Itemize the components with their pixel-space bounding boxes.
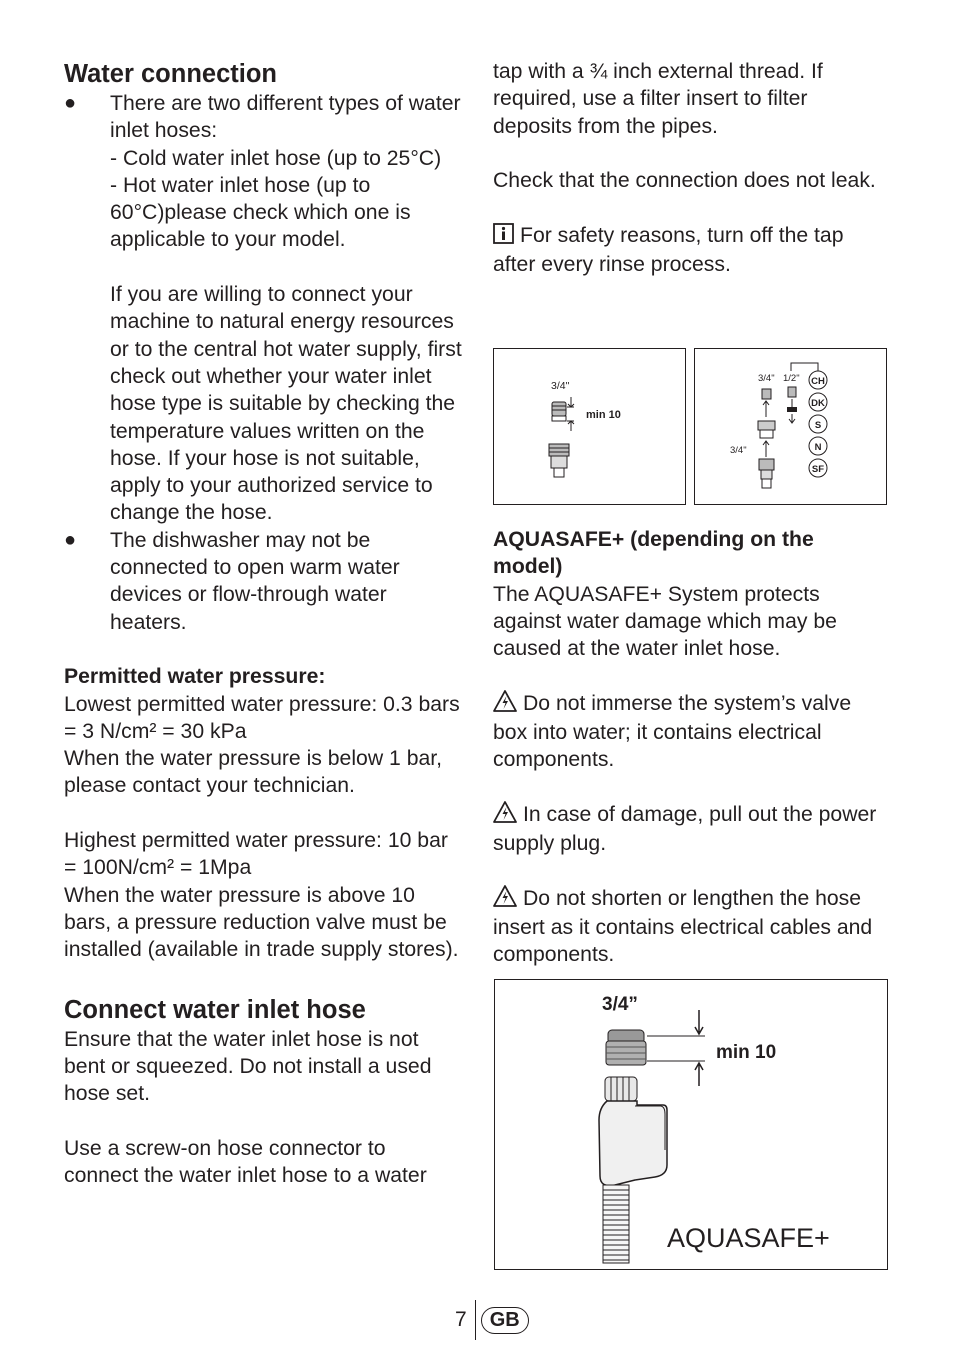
country-code-ch: CH [811, 376, 825, 387]
warning-damage [493, 801, 888, 858]
screw-connector-text: Use a screw-on hose connector to connect the water inlet hose to a water [64, 1136, 427, 1187]
hose-connection-figure-1 [493, 348, 686, 505]
energy-resources-text: If you are willing to connect your machine to natural energy resources or to the central hot water supply, first check out whether your water inlet hose type is suitable by checking the temperature values written on the hose. If your hose is not suitable, apply to your authorized service to change the hose. [110, 283, 462, 525]
highest-pressure-text: Highest permitted water pressure: 10 bar = 100N/cm² = 1Mpa [64, 829, 448, 880]
aquasafe-hose-drawing [603, 1185, 629, 1263]
warning-immerse-text: Do not immerse the system’s valve box into water; it contains electrical components. [493, 691, 852, 772]
aquasafe-thread-label: 3/4” [602, 994, 638, 1015]
page-footer [455, 1300, 529, 1340]
country-code-sf: SF [811, 464, 825, 475]
highest-pressure-note: When the water pressure is above 10 bars, a pressure reduction valve must be installed (available in trade supply stores). [64, 883, 459, 962]
cold-hose-text: - Cold water inlet hose (up to 25°C) [110, 146, 442, 170]
tap-thread-drawing [606, 1030, 646, 1065]
lowest-pressure-note: When the water pressure is below 1 bar, please contact your technician. [64, 747, 443, 798]
fig1-min-label: min 10 [586, 409, 621, 421]
fig2-thread-c: 3/4" [730, 445, 747, 456]
thread-text: tap with a ¾ inch external thread. If required, use a filter insert to filter deposits from the pipes. [493, 60, 823, 138]
tap-connector-drawing [552, 402, 566, 421]
fig2-thread-b: 1/2" [783, 373, 800, 384]
connect-hose-text: Ensure that the water inlet hose is not bent or squeezed. Do not install a used hose set. [64, 1027, 432, 1106]
warning-immerse [493, 690, 888, 774]
info-icon [493, 223, 514, 251]
footer-divider [475, 1300, 476, 1340]
aquasafe-figure [494, 979, 888, 1270]
warning-hose-insert [493, 885, 888, 969]
warning-hose-insert-text: Do not shorten or lengthen the hose insert as it contains electrical cables and components. [493, 886, 873, 967]
country-code-s: S [814, 420, 822, 431]
adapter-parts-drawing [758, 387, 797, 488]
fig1-thread-label: 3/4" [551, 380, 570, 392]
left-column [64, 58, 464, 1189]
country-codes [809, 371, 827, 477]
aquasafe-min-label: min 10 [716, 1042, 777, 1063]
leak-check-text: Check that the connection does not leak. [493, 169, 876, 193]
aquasafe-label: AQUASAFE+ [667, 1223, 830, 1253]
warning-icon [493, 690, 517, 719]
water-connection-heading: Water connection [64, 60, 277, 88]
right-column-middle [493, 526, 888, 969]
right-column-top [493, 58, 888, 278]
page-number: 7 [455, 1308, 467, 1331]
hose-types-bullet [64, 90, 464, 527]
country-code-n: N [814, 442, 822, 453]
pressure-heading: Permitted water pressure: [64, 665, 326, 689]
warning-damage-text: In case of damage, pull out the power supply plug. [493, 802, 877, 856]
info-note-text: For safety reasons, turn off the tap after every rinse process. [493, 223, 844, 277]
bullet-dot: ● [64, 528, 77, 551]
connect-hose-heading: Connect water inlet hose [64, 995, 366, 1024]
info-note [493, 222, 888, 279]
country-code-dk: DK [811, 398, 825, 409]
hose-end-drawing [549, 444, 569, 477]
open-warm-water-bullet [64, 527, 464, 636]
hose-types-text: There are two different types of water inlet hoses: [110, 92, 461, 143]
language-badge: GB [481, 1307, 529, 1334]
lowest-pressure-text: Lowest permitted water pressure: 0.3 bars = 3 N/cm² = 30 kPa [64, 692, 460, 743]
hose-connection-figure-2 [694, 348, 887, 505]
aquasafe-description: The AQUASAFE+ System protects against water damage which may be caused at the water inlet hose. [493, 582, 837, 661]
hot-hose-text: - Hot water inlet hose (up to 60°C)please check which one is applicable to your model. [110, 173, 411, 252]
aquasafe-valve-drawing [599, 1077, 667, 1186]
fig2-thread-a: 3/4" [758, 373, 775, 384]
bullet-dot: ● [64, 92, 77, 114]
warning-icon [493, 801, 517, 830]
open-warm-water-text: The dishwasher may not be connected to open warm water devices or flow-through water heaters. [110, 528, 400, 634]
aquasafe-heading: AQUASAFE+ (depending on the model) [493, 528, 814, 579]
warning-icon [493, 885, 517, 914]
